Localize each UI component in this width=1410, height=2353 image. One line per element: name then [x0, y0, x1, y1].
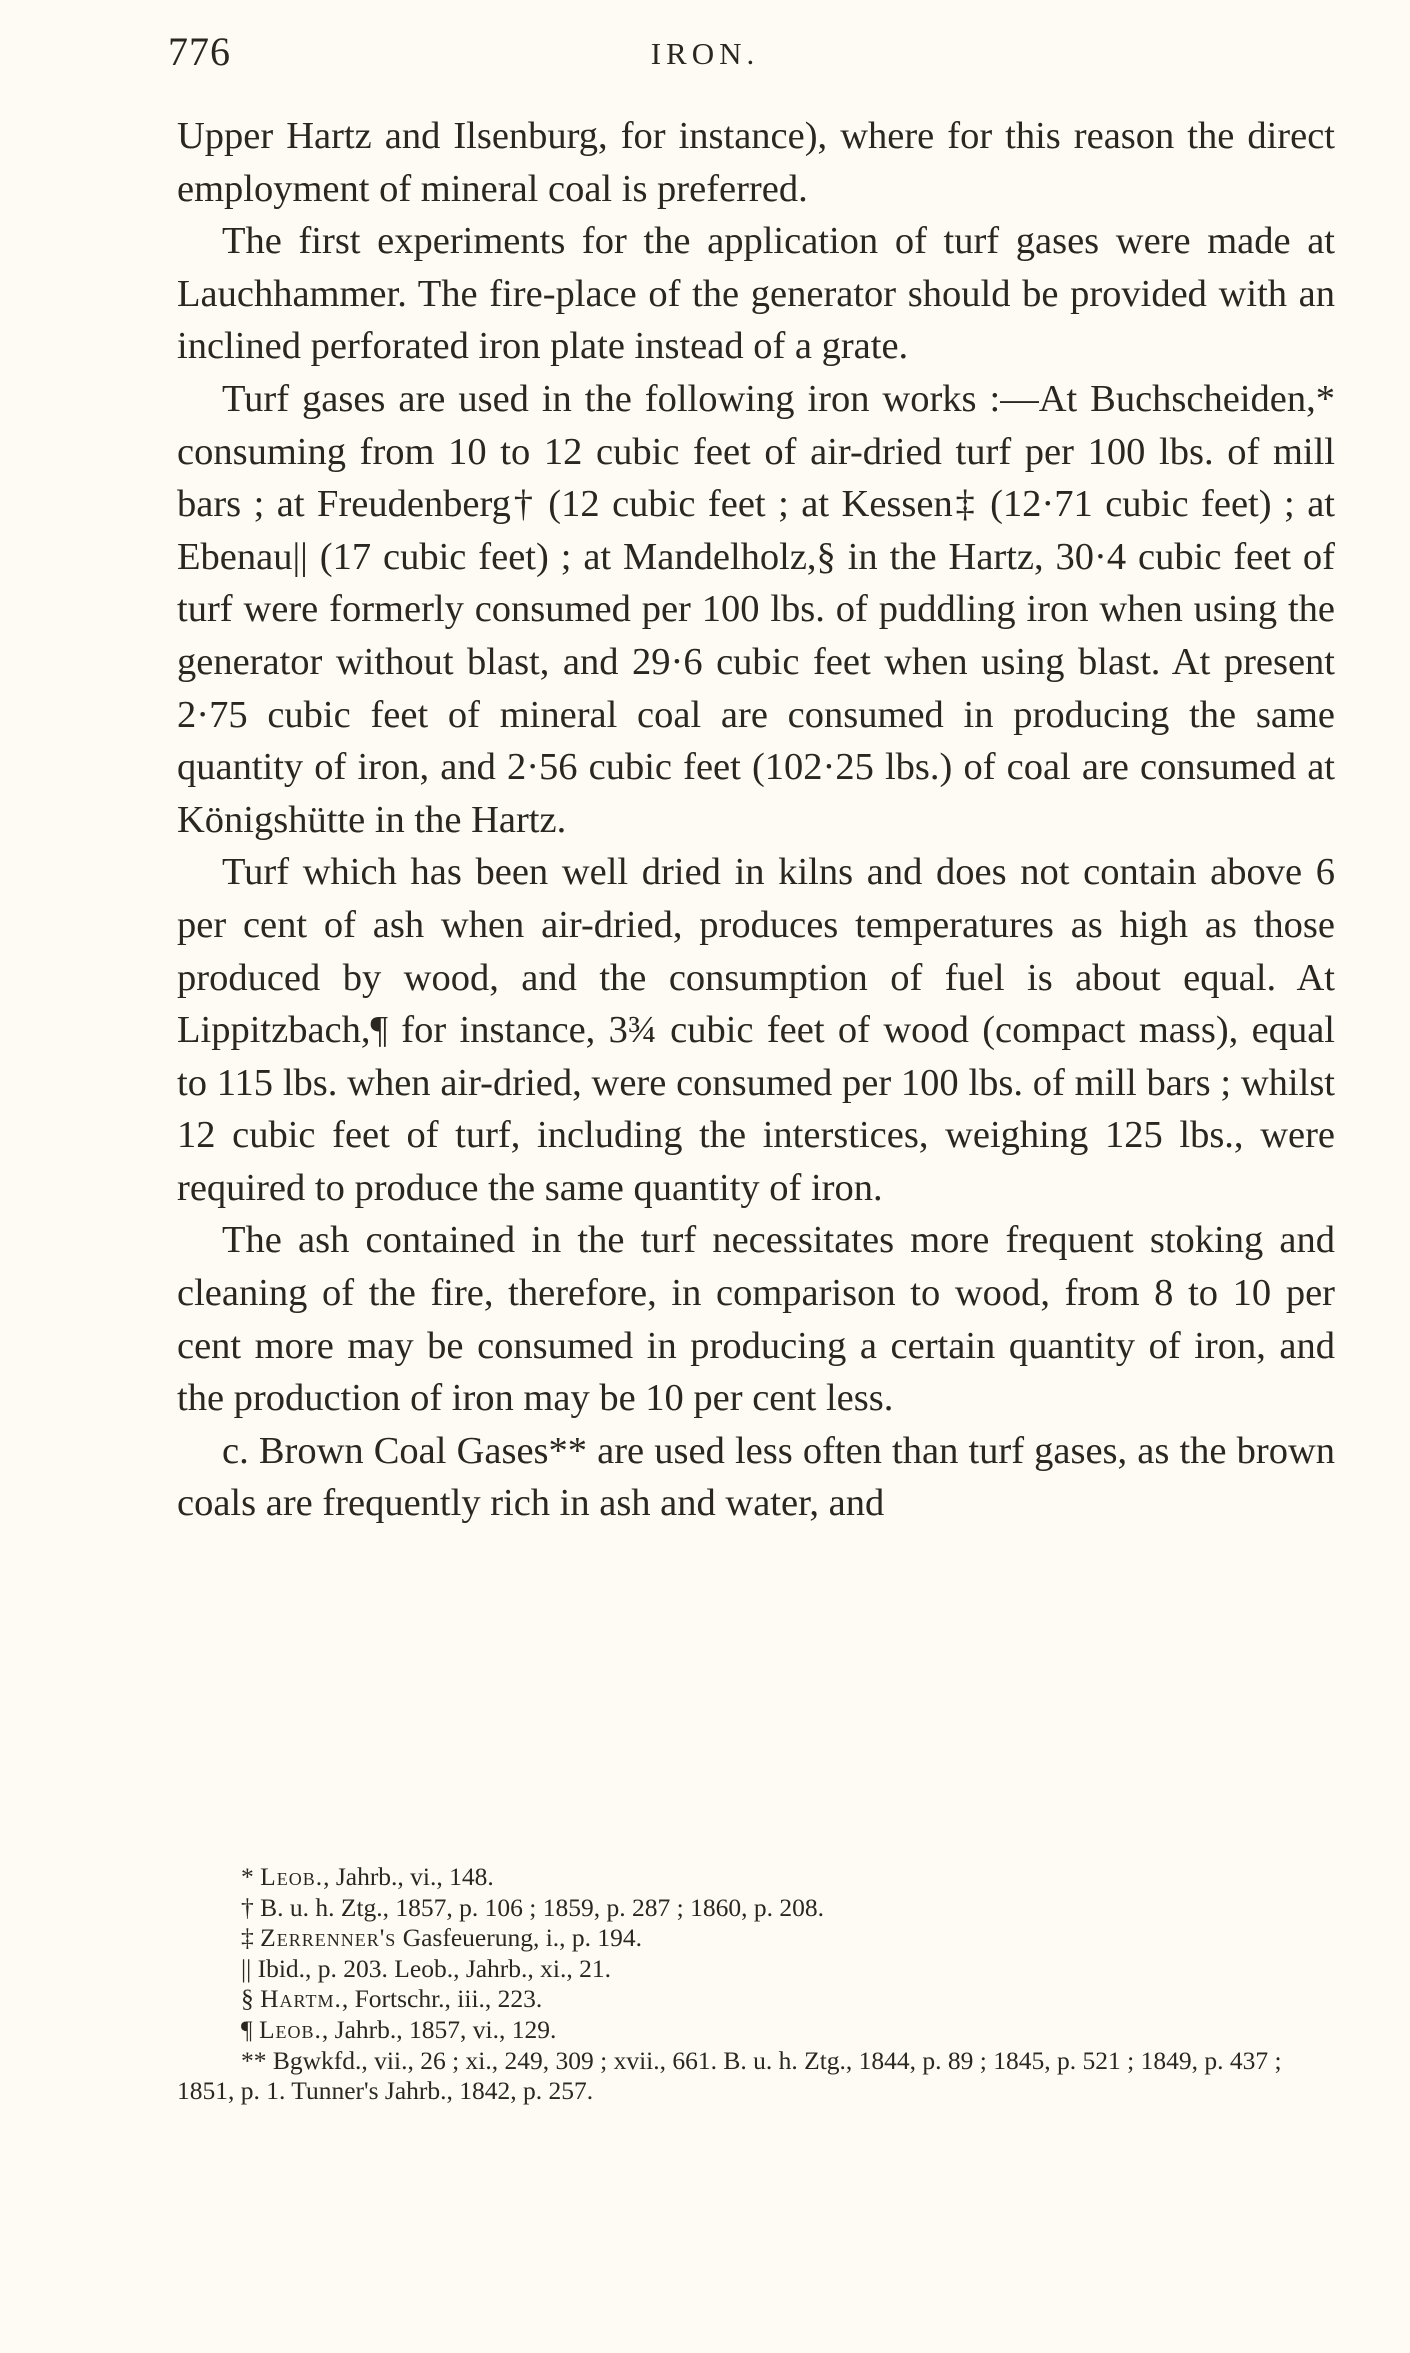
paragraph: Turf gases are used in the following iron works :—At Buchscheiden,* consuming from 10 to 12 cubic feet of air-dried turf per 100 lbs. of mill bars ; at Freudenberg† (12 cubic feet ; at Kessen‡ (12·71 cubic feet) ; at Ebenau|| (17 cubic feet) ; at Mandelholz,§ in the Hartz, 30·4 cubic feet of turf were formerly consumed per 100 lbs. of puddling iron when using the generator without blast, and 29·6 cubic feet when using blast. At present 2·75 cubic feet of mineral coal are consumed in producing the same quantity of iron, and 2·56 cubic feet (102·25 lbs.) of coal are consumed at Königshütte in the Hartz. — [177, 377, 1335, 841]
footnote — [177, 1984, 1335, 2015]
footnote — [177, 2015, 1335, 2046]
footnote-mark: ‡ — [241, 1923, 254, 1953]
footnote-text: , Jahrb., 1857, vi., 129. — [321, 2014, 557, 2044]
paragraph: Turf which has been well dried in kilns and does not contain above 6 per cent of ash when air-dried, produces temperatures as high as those produced by wood, and the consumption of fuel is about equal. At Lippitzbach,¶ for instance, 3¾ cubic feet of wood (compact mass), equal to 115 lbs. when air-dried, were consumed per 100 lbs. of mill bars ; whilst 12 cubic feet of turf, including the interstices, weighing 125 lbs., were required to produce the same quantity of iron. — [177, 851, 1335, 1209]
paragraph: c. Brown Coal Gases** are used less often than turf gases, as the brown coals are frequently rich in ash and water, and — [177, 1429, 1335, 1525]
footnote-author: Zerrenner's — [260, 1923, 397, 1953]
footnote-author: Leob. — [260, 1862, 324, 1891]
footnote-mark: † — [241, 1892, 254, 1922]
running-title: IRON. — [650, 36, 760, 71]
footnote — [177, 1954, 1335, 1985]
body-text — [177, 110, 1335, 1530]
paragraph: The first experiments for the application of turf gases were made at Lauchhammer. The fire-place of the generator should be provided with an inclined perforated iron plate instead of a grate. — [177, 220, 1335, 368]
paragraph: The ash contained in the turf necessitates more frequent stoking and cleaning of the fire, therefore, in comparison to wood, from 8 to 10 per cent more may be consumed in producing a certain quantity of iron, and the production of iron may be 10 per cent less. — [177, 1219, 1335, 1420]
footnote-text: , Fortschr., iii., 223. — [341, 1984, 543, 2014]
footnote-mark: ** — [241, 2045, 267, 2075]
page-number: 776 — [168, 29, 231, 74]
footnote-text: , Jahrb., vi., 148. — [323, 1862, 494, 1891]
footnote-text: Ibid., p. 203. Leob., Jahrb., xi., 21. — [257, 1953, 612, 1983]
footnote — [177, 1893, 1335, 1924]
footnote-mark: ¶ — [241, 2014, 253, 2044]
footnote-author: Hartm. — [260, 1984, 342, 2014]
footnote-text: Gasfeuerung, i., p. 194. — [396, 1923, 643, 1953]
footnote — [177, 1862, 1335, 1893]
footnote-mark: || — [241, 1953, 252, 1983]
paragraph: Upper Hartz and Ilsenburg, for instance), where for this reason the direct employment of mineral coal is preferred. — [177, 115, 1335, 210]
footnote — [177, 2046, 1335, 2107]
footnote-text: Bgwkfd., vii., 26 ; xi., 249, 309 ; xvii., 661. B. u. h. Ztg., 1844, p. 89 ; 1845, p. 521 ; 1849, p. 437 ; 1851, p. 1. Tunner's Jahrb., 1842, p. 257. — [177, 2045, 1282, 2106]
footnote — [177, 1923, 1335, 1954]
footnote-text: B. u. h. Ztg., 1857, p. 106 ; 1859, p. 287 ; 1860, p. 208. — [260, 1892, 824, 1922]
footnotes — [177, 1862, 1335, 2107]
footnote-mark: * — [241, 1862, 254, 1891]
footnote-mark: § — [241, 1984, 254, 2014]
footnote-author: Leob. — [258, 2014, 322, 2044]
